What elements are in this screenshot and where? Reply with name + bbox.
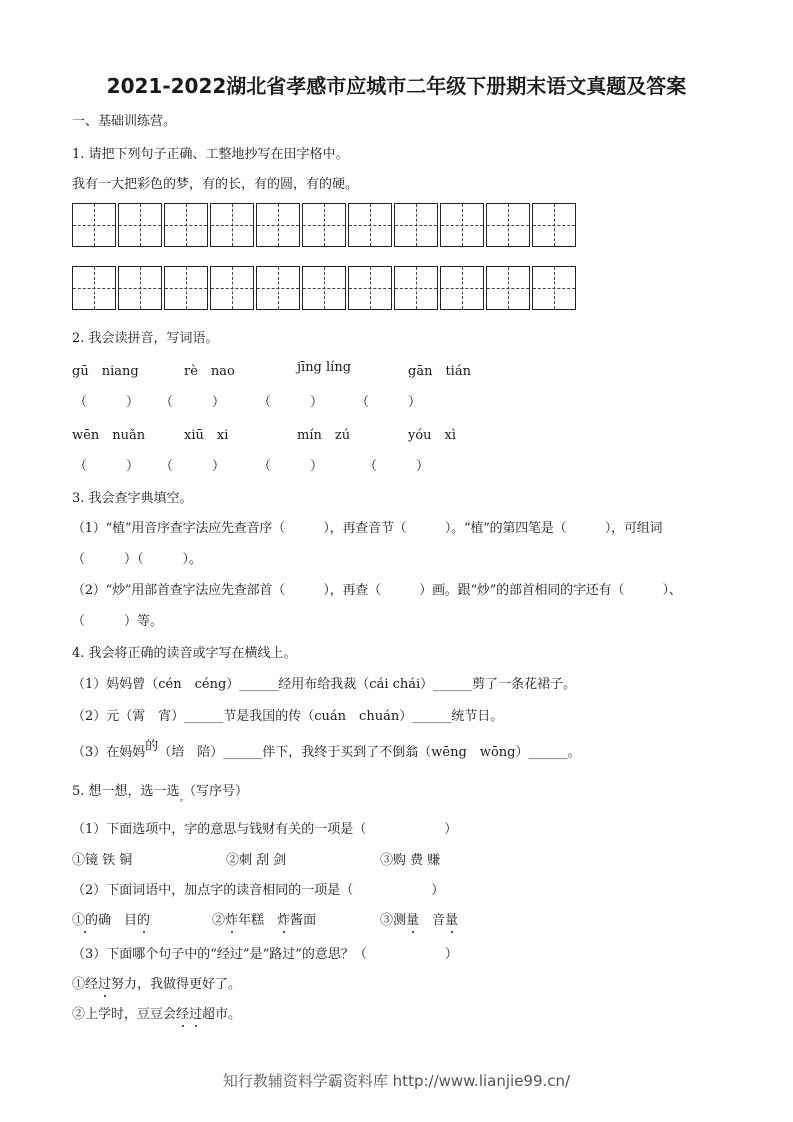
answer-blank[interactable]: （ ） — [364, 459, 430, 474]
answer-blank[interactable]: （ ） — [258, 459, 324, 474]
option-part: 经 — [176, 1007, 190, 1022]
answer-blank[interactable]: （ ） — [258, 395, 324, 410]
option-part: 年糕 — [238, 913, 278, 928]
option-part: 过 — [98, 977, 112, 992]
tianzige-cell[interactable] — [394, 266, 438, 310]
answer-blank[interactable]: （ ） — [160, 395, 226, 410]
q3-line: （ ）等。 — [72, 614, 164, 629]
option-part: 炸 — [277, 913, 291, 928]
tianzige-cell[interactable] — [302, 203, 346, 247]
option-part: 目 — [124, 913, 138, 928]
tianzige-cell[interactable] — [210, 203, 254, 247]
tianzige-cell[interactable] — [394, 203, 438, 247]
q5-prompt-mark: 。 — [179, 793, 190, 804]
answer-blank[interactable]: （ ） — [160, 459, 226, 474]
pinyin-item: xiū xi — [184, 428, 229, 443]
tianzige-cell[interactable] — [256, 203, 300, 247]
tianzige-cell[interactable] — [72, 203, 116, 247]
option-part: 努力，我做得更好了。 — [111, 977, 242, 992]
pinyin-item: rè nao — [184, 364, 235, 379]
tianzige-cell[interactable] — [256, 266, 300, 310]
q1-prompt: 1. 请把下列句子正确、工整地抄写在田字格中。 — [72, 147, 349, 162]
q5-sub-question: （2）下面词语中，加点字的读音相同的一项是（ ） — [72, 883, 445, 898]
pinyin-item: jīng líng — [297, 360, 352, 375]
q4-line: （2）元（霄 宵）______节是我国的传（cuán chuán）______统节日。 — [72, 709, 504, 724]
option-part: 过 — [189, 1007, 203, 1022]
q3-prompt: 3. 我会查字典填空。 — [72, 491, 193, 506]
option-part: ①的 — [72, 913, 99, 928]
q5-sub-question: （1）下面选项中，字的意思与钱财有关的一项是（ ） — [72, 822, 458, 837]
option-part: ②上学时，豆豆会 — [72, 1007, 177, 1022]
option[interactable]: ②刺 刮 剑 — [226, 853, 287, 868]
tianzige-row-2[interactable] — [72, 266, 578, 310]
q5-sub-question: （3）下面哪个句子中的“经过”是“路过”的意思？（ ） — [72, 947, 458, 962]
q5-prompt-tail: （写序号） — [189, 784, 249, 799]
q3-line: （ ）（ ）。 — [72, 552, 203, 567]
tianzige-cell[interactable] — [164, 203, 208, 247]
option[interactable] — [380, 909, 458, 928]
option-part: 音 — [419, 913, 446, 928]
tianzige-cell[interactable] — [348, 266, 392, 310]
pinyin-item: gū niang — [72, 364, 139, 379]
q5-prompt-text: 5. 想一想，选一选 — [72, 784, 180, 799]
option[interactable] — [72, 909, 150, 928]
option-part: 超市。 — [202, 1007, 242, 1022]
tianzige-cell[interactable] — [486, 203, 530, 247]
option-part: ①经 — [72, 977, 99, 992]
option[interactable]: ①镜 铁 铜 — [72, 853, 133, 868]
answer-blank[interactable]: （ ） — [74, 459, 140, 474]
q4-line-part: （培 陪）______伴下，我终于买到了不倒翁（wēng wōng）______。 — [158, 745, 581, 760]
option-part: ③测 — [380, 913, 407, 928]
option-part: ② — [212, 913, 226, 928]
tianzige-cell[interactable] — [210, 266, 254, 310]
tianzige-cell[interactable] — [486, 266, 530, 310]
option-part: 的 — [137, 913, 151, 928]
option-part: 酱面 — [290, 913, 317, 928]
tianzige-cell[interactable] — [72, 266, 116, 310]
pinyin-item: mín zú — [297, 428, 351, 443]
section-heading: 一、基础训练营。 — [72, 114, 177, 129]
q4-line: （1）妈妈曾（cén céng）______经用布给我裁（cái chái）______剪了一条花裙子。 — [72, 677, 577, 692]
q5-prompt — [72, 780, 249, 804]
q4-line-part: （3）在妈妈 — [72, 745, 146, 760]
pinyin-item: gān tián — [408, 364, 471, 379]
q3-line: （1）“植”用音序查字法应先查音序（ ），再查音节（ ）。“植”的第四笔是（ ），可组词 — [72, 521, 663, 536]
option[interactable]: ③购 费 赚 — [380, 853, 441, 868]
answer-blank[interactable]: （ ） — [356, 395, 422, 410]
answer-blank[interactable]: （ ） — [74, 395, 140, 410]
tianzige-cell[interactable] — [164, 266, 208, 310]
tianzige-cell[interactable] — [118, 203, 162, 247]
tianzige-cell[interactable] — [440, 203, 484, 247]
option[interactable] — [72, 973, 241, 992]
q4-line — [72, 741, 580, 760]
q1-sentence: 我有一大把彩色的梦，有的长，有的圆，有的硬。 — [72, 177, 359, 192]
option[interactable] — [72, 1003, 241, 1022]
pinyin-item: yóu xì — [408, 428, 457, 443]
q2-prompt: 2. 我会读拼音，写词语。 — [72, 331, 219, 346]
q3-line: （2）“炒”用部首查字法应先查部首（ ），再查（ ）画。跟“炒”的部首相同的字还有（ ）、 — [72, 583, 682, 598]
tianzige-cell[interactable] — [532, 266, 576, 310]
tianzige-cell[interactable] — [532, 203, 576, 247]
option-part: 炸 — [225, 913, 239, 928]
pinyin-item: wēn nuǎn — [72, 428, 146, 443]
option[interactable] — [212, 909, 316, 928]
page-title: 2021-2022湖北省孝感市应城市二年级下册期末语文真题及答案 — [106, 74, 687, 98]
tianzige-cell[interactable] — [302, 266, 346, 310]
option-part: 量 — [406, 913, 420, 928]
tianzige-cell[interactable] — [440, 266, 484, 310]
option-part: 量 — [445, 913, 459, 928]
q4-line-part: 的 — [145, 739, 159, 754]
tianzige-cell[interactable] — [348, 203, 392, 247]
tianzige-cell[interactable] — [118, 266, 162, 310]
option-part: 确 — [98, 913, 125, 928]
footer-watermark: 知行教辅资料学霸资料库 http://www.lianjie99.cn/ — [222, 1072, 571, 1090]
tianzige-row-1[interactable] — [72, 203, 578, 247]
q4-prompt: 4. 我会将正确的读音或字写在横线上。 — [72, 646, 297, 661]
